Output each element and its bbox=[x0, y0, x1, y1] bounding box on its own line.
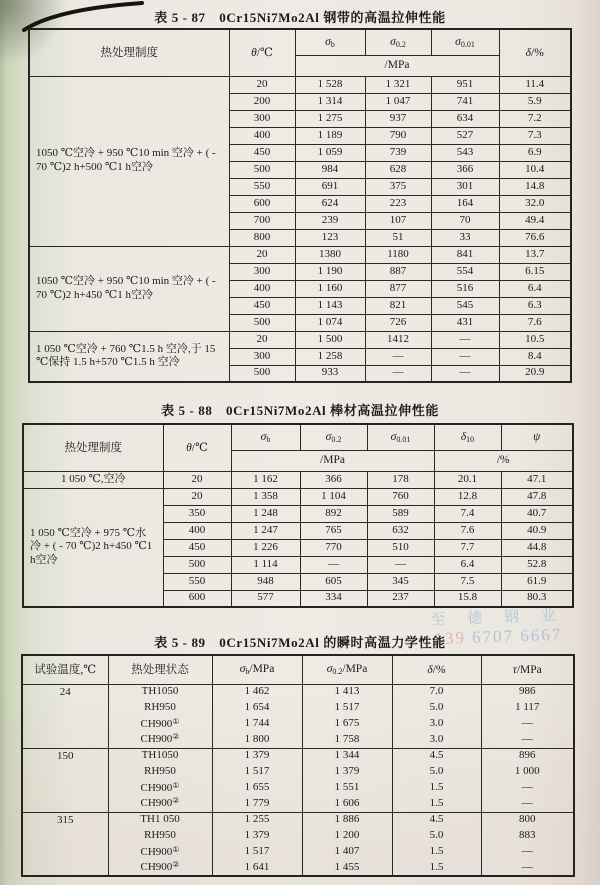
table-cell: 1412 bbox=[365, 331, 431, 348]
table-cell: 1 059 bbox=[295, 144, 365, 161]
table-cell: 450 bbox=[163, 539, 231, 556]
watermark-phone-prefix: 139 bbox=[434, 628, 467, 649]
table-cell: 760 bbox=[367, 488, 434, 505]
table-cell: 554 bbox=[431, 263, 499, 280]
column-header: $\sigma_b$ bbox=[231, 424, 300, 450]
table-cell: — bbox=[431, 331, 499, 348]
table-cell: 887 bbox=[365, 263, 431, 280]
table-cell: 6.15 bbox=[499, 263, 571, 280]
table-cell: 545 bbox=[431, 297, 499, 314]
table-cell: 877 bbox=[365, 280, 431, 297]
table-cell: 984 bbox=[295, 161, 365, 178]
table-row bbox=[29, 76, 571, 93]
table-cell: 1.5 bbox=[392, 860, 481, 876]
column-header: 热处理状态 bbox=[108, 655, 212, 684]
table-cell: 334 bbox=[300, 590, 367, 607]
table-cell: 1 321 bbox=[365, 76, 431, 93]
table-cell: 1 000 bbox=[481, 764, 574, 780]
table-cell: 7.0 bbox=[392, 684, 481, 700]
table-cell: 6.4 bbox=[434, 556, 501, 573]
table-cell: 624 bbox=[295, 195, 365, 212]
table-cell: 49.4 bbox=[499, 212, 571, 229]
table-cell: — bbox=[481, 860, 574, 876]
table-cell: 1 379 bbox=[212, 748, 302, 764]
column-header: $\sigma_b$ bbox=[295, 29, 365, 55]
table-cell: 47.8 bbox=[501, 488, 573, 505]
table-cell: CH900① bbox=[108, 780, 212, 796]
table-cell: 951 bbox=[431, 76, 499, 93]
table-cell: 32.0 bbox=[499, 195, 571, 212]
table-cell: 14.8 bbox=[499, 178, 571, 195]
table-cell: 1 190 bbox=[295, 263, 365, 280]
column-header: $\sigma_{0.2}$ bbox=[365, 29, 431, 55]
table-cell: 33 bbox=[431, 229, 499, 246]
table-cell: 178 bbox=[367, 471, 434, 488]
table-cell: 70 bbox=[431, 212, 499, 229]
table-cell: 20 bbox=[163, 488, 231, 505]
table-cell: 1 407 bbox=[302, 844, 392, 860]
table-cell: 366 bbox=[431, 161, 499, 178]
table-cell: 20.1 bbox=[434, 471, 501, 488]
table-cell: 1 551 bbox=[302, 780, 392, 796]
table-row bbox=[22, 812, 574, 828]
table-cell: 500 bbox=[163, 556, 231, 573]
column-header: θ/℃ bbox=[229, 29, 295, 76]
table-cell: 1 379 bbox=[302, 764, 392, 780]
table-cell: 375 bbox=[365, 178, 431, 195]
table-cell: 1 344 bbox=[302, 748, 392, 764]
table-cell: 7.2 bbox=[499, 110, 571, 127]
table-cell: 107 bbox=[365, 212, 431, 229]
table-cell: 300 bbox=[229, 263, 295, 280]
table-cell: 15.8 bbox=[434, 590, 501, 607]
table-cell: 47.1 bbox=[501, 471, 573, 488]
table-row bbox=[29, 246, 571, 263]
table-cell: TH1050 bbox=[108, 684, 212, 700]
table-cell: 1 606 bbox=[302, 796, 392, 812]
table-cell: 1 800 bbox=[212, 732, 302, 748]
table-cell: 76.6 bbox=[499, 229, 571, 246]
table-cell: 1 160 bbox=[295, 280, 365, 297]
table-cell: 510 bbox=[367, 539, 434, 556]
table-cell: 1 462 bbox=[212, 684, 302, 700]
table-cell: 500 bbox=[229, 314, 295, 331]
table-cell: 20 bbox=[229, 76, 295, 93]
table-cell: 821 bbox=[365, 297, 431, 314]
table-cell: 500 bbox=[229, 161, 295, 178]
table-cell: 400 bbox=[229, 127, 295, 144]
table-cell: 516 bbox=[431, 280, 499, 297]
table-cell: 1 641 bbox=[212, 860, 302, 876]
column-header: δ/% bbox=[392, 655, 481, 684]
table-cell: — bbox=[367, 556, 434, 573]
column-header: /MPa bbox=[231, 450, 434, 471]
table-5-88 bbox=[22, 423, 574, 608]
table-cell: 123 bbox=[295, 229, 365, 246]
column-header: τ/MPa bbox=[481, 655, 574, 684]
table-cell: — bbox=[481, 780, 574, 796]
table-cell: 164 bbox=[431, 195, 499, 212]
table-cell: 1 358 bbox=[231, 488, 300, 505]
table-cell: 1.5 bbox=[392, 780, 481, 796]
column-header: $\sigma_{0.01}$ bbox=[367, 424, 434, 450]
table-cell: 1 117 bbox=[481, 700, 574, 716]
table-5-87 bbox=[28, 28, 572, 383]
table-cell: — bbox=[431, 348, 499, 365]
table-cell: 632 bbox=[367, 522, 434, 539]
table-cell: 1 886 bbox=[302, 812, 392, 828]
column-header: $\delta_{10}$ bbox=[434, 424, 501, 450]
table-cell: 5.0 bbox=[392, 828, 481, 844]
table-cell: 6.3 bbox=[499, 297, 571, 314]
table-row bbox=[22, 748, 574, 764]
table-cell: 7.6 bbox=[434, 522, 501, 539]
table-cell: 1 379 bbox=[212, 828, 302, 844]
table-cell: 1 226 bbox=[231, 539, 300, 556]
table-cell: 345 bbox=[367, 573, 434, 590]
table-cell: 1 047 bbox=[365, 93, 431, 110]
table-cell: 239 bbox=[295, 212, 365, 229]
table-cell: 1.5 bbox=[392, 796, 481, 812]
table-cell: 550 bbox=[229, 178, 295, 195]
table-cell: 634 bbox=[431, 110, 499, 127]
row-group-label: 315 bbox=[22, 812, 108, 876]
table-row bbox=[29, 331, 571, 348]
table-cell: — bbox=[365, 365, 431, 382]
column-header: 热处理制度 bbox=[23, 424, 163, 471]
table-cell: 10.5 bbox=[499, 331, 571, 348]
table-cell: 7.5 bbox=[434, 573, 501, 590]
table-cell: 11.4 bbox=[499, 76, 571, 93]
table-cell: 1 528 bbox=[295, 76, 365, 93]
table-cell: 1 779 bbox=[212, 796, 302, 812]
table-cell: 20 bbox=[229, 331, 295, 348]
table-cell: CH900① bbox=[108, 716, 212, 732]
table-cell: 841 bbox=[431, 246, 499, 263]
table-5-87-title: 表 5 - 87 0Cr15Ni7Mo2Al 钢带的高温拉伸性能 bbox=[154, 10, 446, 25]
table-cell: 7.7 bbox=[434, 539, 501, 556]
table-cell: 1 517 bbox=[302, 700, 392, 716]
table-cell: 4.5 bbox=[392, 748, 481, 764]
table-cell: 527 bbox=[431, 127, 499, 144]
table-cell: 628 bbox=[365, 161, 431, 178]
table-cell: RH950 bbox=[108, 828, 212, 844]
table-cell: 1 162 bbox=[231, 471, 300, 488]
table-cell: 500 bbox=[229, 365, 295, 382]
table-cell: 800 bbox=[229, 229, 295, 246]
table-cell: 986 bbox=[481, 684, 574, 700]
table-cell: 700 bbox=[229, 212, 295, 229]
table-cell: 933 bbox=[295, 365, 365, 382]
row-group-label: 150 bbox=[22, 748, 108, 812]
table-cell: 1 455 bbox=[302, 860, 392, 876]
table-cell: 3.0 bbox=[392, 716, 481, 732]
table-cell: 8.4 bbox=[499, 348, 571, 365]
table-cell: 300 bbox=[229, 110, 295, 127]
column-header: 试验温度,℃ bbox=[22, 655, 108, 684]
table-cell: 948 bbox=[231, 573, 300, 590]
table-cell: 44.8 bbox=[501, 539, 573, 556]
table-cell: 431 bbox=[431, 314, 499, 331]
table-cell: 1 200 bbox=[302, 828, 392, 844]
table-cell: 1 143 bbox=[295, 297, 365, 314]
table-cell: 301 bbox=[431, 178, 499, 195]
column-header: δ/% bbox=[499, 29, 571, 76]
table-cell: 5.9 bbox=[499, 93, 571, 110]
table-cell: — bbox=[481, 796, 574, 812]
table-cell: 726 bbox=[365, 314, 431, 331]
table-cell: 770 bbox=[300, 539, 367, 556]
table-cell: — bbox=[481, 716, 574, 732]
table-cell: 1 517 bbox=[212, 764, 302, 780]
column-header: $\sigma_{0.2}$ bbox=[300, 424, 367, 450]
table-cell: 20.9 bbox=[499, 365, 571, 382]
table-cell: 7.4 bbox=[434, 505, 501, 522]
row-group-label: 24 bbox=[22, 684, 108, 748]
column-header: /% bbox=[434, 450, 573, 471]
row-group-label: 1 050 ℃空冷 + 760 ℃1.5 h 空冷,于 15 ℃保持 1.5 h+570 ℃1.5 h 空冷 bbox=[29, 331, 229, 382]
table-cell: 1 114 bbox=[231, 556, 300, 573]
table-cell: 1 654 bbox=[212, 700, 302, 716]
row-group-label: 1050 ℃空冷 + 950 ℃10 min 空冷 + ( - 70 ℃)2 h+450 ℃1 h空冷 bbox=[29, 246, 229, 331]
table-cell: 1180 bbox=[365, 246, 431, 263]
table-cell: 1380 bbox=[295, 246, 365, 263]
table-cell: 1 500 bbox=[295, 331, 365, 348]
table-cell: 765 bbox=[300, 522, 367, 539]
table-cell: 5.0 bbox=[392, 764, 481, 780]
table-cell: — bbox=[481, 844, 574, 860]
table-cell: 300 bbox=[229, 348, 295, 365]
table-cell: 51 bbox=[365, 229, 431, 246]
table-cell: 3.0 bbox=[392, 732, 481, 748]
table-cell: 691 bbox=[295, 178, 365, 195]
table-cell: CH900① bbox=[108, 844, 212, 860]
table-cell: RH950 bbox=[108, 764, 212, 780]
table-cell: — bbox=[431, 365, 499, 382]
table-cell: 200 bbox=[229, 93, 295, 110]
table-cell: 1 275 bbox=[295, 110, 365, 127]
table-cell: CH900② bbox=[108, 796, 212, 812]
column-header: /MPa bbox=[295, 55, 499, 76]
table-cell: 80.3 bbox=[501, 590, 573, 607]
table-cell: TH1 050 bbox=[108, 812, 212, 828]
table-5-89 bbox=[21, 654, 575, 877]
table-cell: 1 258 bbox=[295, 348, 365, 365]
column-header: θ/℃ bbox=[163, 424, 231, 471]
table-cell: 1 758 bbox=[302, 732, 392, 748]
table-cell: 350 bbox=[163, 505, 231, 522]
table-cell: CH900② bbox=[108, 860, 212, 876]
table-cell: 10.4 bbox=[499, 161, 571, 178]
table-cell: RH950 bbox=[108, 700, 212, 716]
table-cell: 6.9 bbox=[499, 144, 571, 161]
table-cell: CH900② bbox=[108, 732, 212, 748]
table-cell: — bbox=[300, 556, 367, 573]
table-cell: 52.8 bbox=[501, 556, 573, 573]
table-cell: 40.7 bbox=[501, 505, 573, 522]
table-cell: 1 189 bbox=[295, 127, 365, 144]
table-cell: 237 bbox=[367, 590, 434, 607]
table-cell: 1 655 bbox=[212, 780, 302, 796]
table-cell: 600 bbox=[163, 590, 231, 607]
table-cell: 7.3 bbox=[499, 127, 571, 144]
table-cell: 543 bbox=[431, 144, 499, 161]
table-cell: 4.5 bbox=[392, 812, 481, 828]
table-cell: 589 bbox=[367, 505, 434, 522]
table-cell: — bbox=[365, 348, 431, 365]
table-cell: 400 bbox=[229, 280, 295, 297]
row-group-label: 1050 ℃空冷 + 950 ℃10 min 空冷 + ( - 70 ℃)2 h+500 ℃1 h空冷 bbox=[29, 76, 229, 246]
column-header: ψ bbox=[501, 424, 573, 450]
table-cell: 20 bbox=[163, 471, 231, 488]
table-cell: TH1050 bbox=[108, 748, 212, 764]
table-row bbox=[23, 471, 573, 488]
table-cell: 1 074 bbox=[295, 314, 365, 331]
table-cell: — bbox=[481, 732, 574, 748]
table-cell: 739 bbox=[365, 144, 431, 161]
table-cell: 1 255 bbox=[212, 812, 302, 828]
column-header: $\sigma_{0.01}$ bbox=[431, 29, 499, 55]
row-group-label: 1 050 ℃,空冷 bbox=[23, 471, 163, 488]
table-cell: 450 bbox=[229, 144, 295, 161]
table-cell: 800 bbox=[481, 812, 574, 828]
table-cell: 5.0 bbox=[392, 700, 481, 716]
table-5-88-title: 表 5 - 88 0Cr15Ni7Mo2Al 棒材高温拉伸性能 bbox=[161, 403, 439, 418]
table-cell: 883 bbox=[481, 828, 574, 844]
table-cell: 1 247 bbox=[231, 522, 300, 539]
table-cell: 605 bbox=[300, 573, 367, 590]
table-cell: 1 314 bbox=[295, 93, 365, 110]
table-cell: 61.9 bbox=[501, 573, 573, 590]
table-cell: 896 bbox=[481, 748, 574, 764]
column-header: 热处理制度 bbox=[29, 29, 229, 76]
row-group-label: 1 050 ℃空冷 + 975 ℃水冷 + ( - 70 ℃)2 h+450 ℃1 h空冷 bbox=[23, 488, 163, 607]
table-cell: 1 248 bbox=[231, 505, 300, 522]
column-header: $\sigma_{0.2}$/MPa bbox=[302, 655, 392, 684]
table-cell: 40.9 bbox=[501, 522, 573, 539]
table-cell: 892 bbox=[300, 505, 367, 522]
table-cell: 1 675 bbox=[302, 716, 392, 732]
table-cell: 6.4 bbox=[499, 280, 571, 297]
table-cell: 577 bbox=[231, 590, 300, 607]
table-cell: 937 bbox=[365, 110, 431, 127]
table-cell: 450 bbox=[229, 297, 295, 314]
watermark-company: 至 德 钢 业 bbox=[430, 607, 566, 629]
table-cell: 13.7 bbox=[499, 246, 571, 263]
table-cell: 790 bbox=[365, 127, 431, 144]
table-row bbox=[23, 488, 573, 505]
table-cell: 1 744 bbox=[212, 716, 302, 732]
table-cell: 20 bbox=[229, 246, 295, 263]
table-cell: 366 bbox=[300, 471, 367, 488]
table-cell: 741 bbox=[431, 93, 499, 110]
column-header: $\sigma_b$/MPa bbox=[212, 655, 302, 684]
table-row bbox=[22, 684, 574, 700]
table-cell: 400 bbox=[163, 522, 231, 539]
table-cell: 550 bbox=[163, 573, 231, 590]
table-cell: 223 bbox=[365, 195, 431, 212]
table-5-89-title: 表 5 - 89 0Cr15Ni7Mo2Al 的瞬时高温力学性能 bbox=[154, 635, 446, 650]
table-cell: 1 413 bbox=[302, 684, 392, 700]
table-cell: 600 bbox=[229, 195, 295, 212]
table-cell: 1.5 bbox=[392, 844, 481, 860]
table-cell: 7.6 bbox=[499, 314, 571, 331]
table-cell: 1 517 bbox=[212, 844, 302, 860]
table-cell: 12.8 bbox=[434, 488, 501, 505]
table-cell: 1 104 bbox=[300, 488, 367, 505]
watermark-phone-rest: 6707 6667 bbox=[465, 624, 563, 648]
